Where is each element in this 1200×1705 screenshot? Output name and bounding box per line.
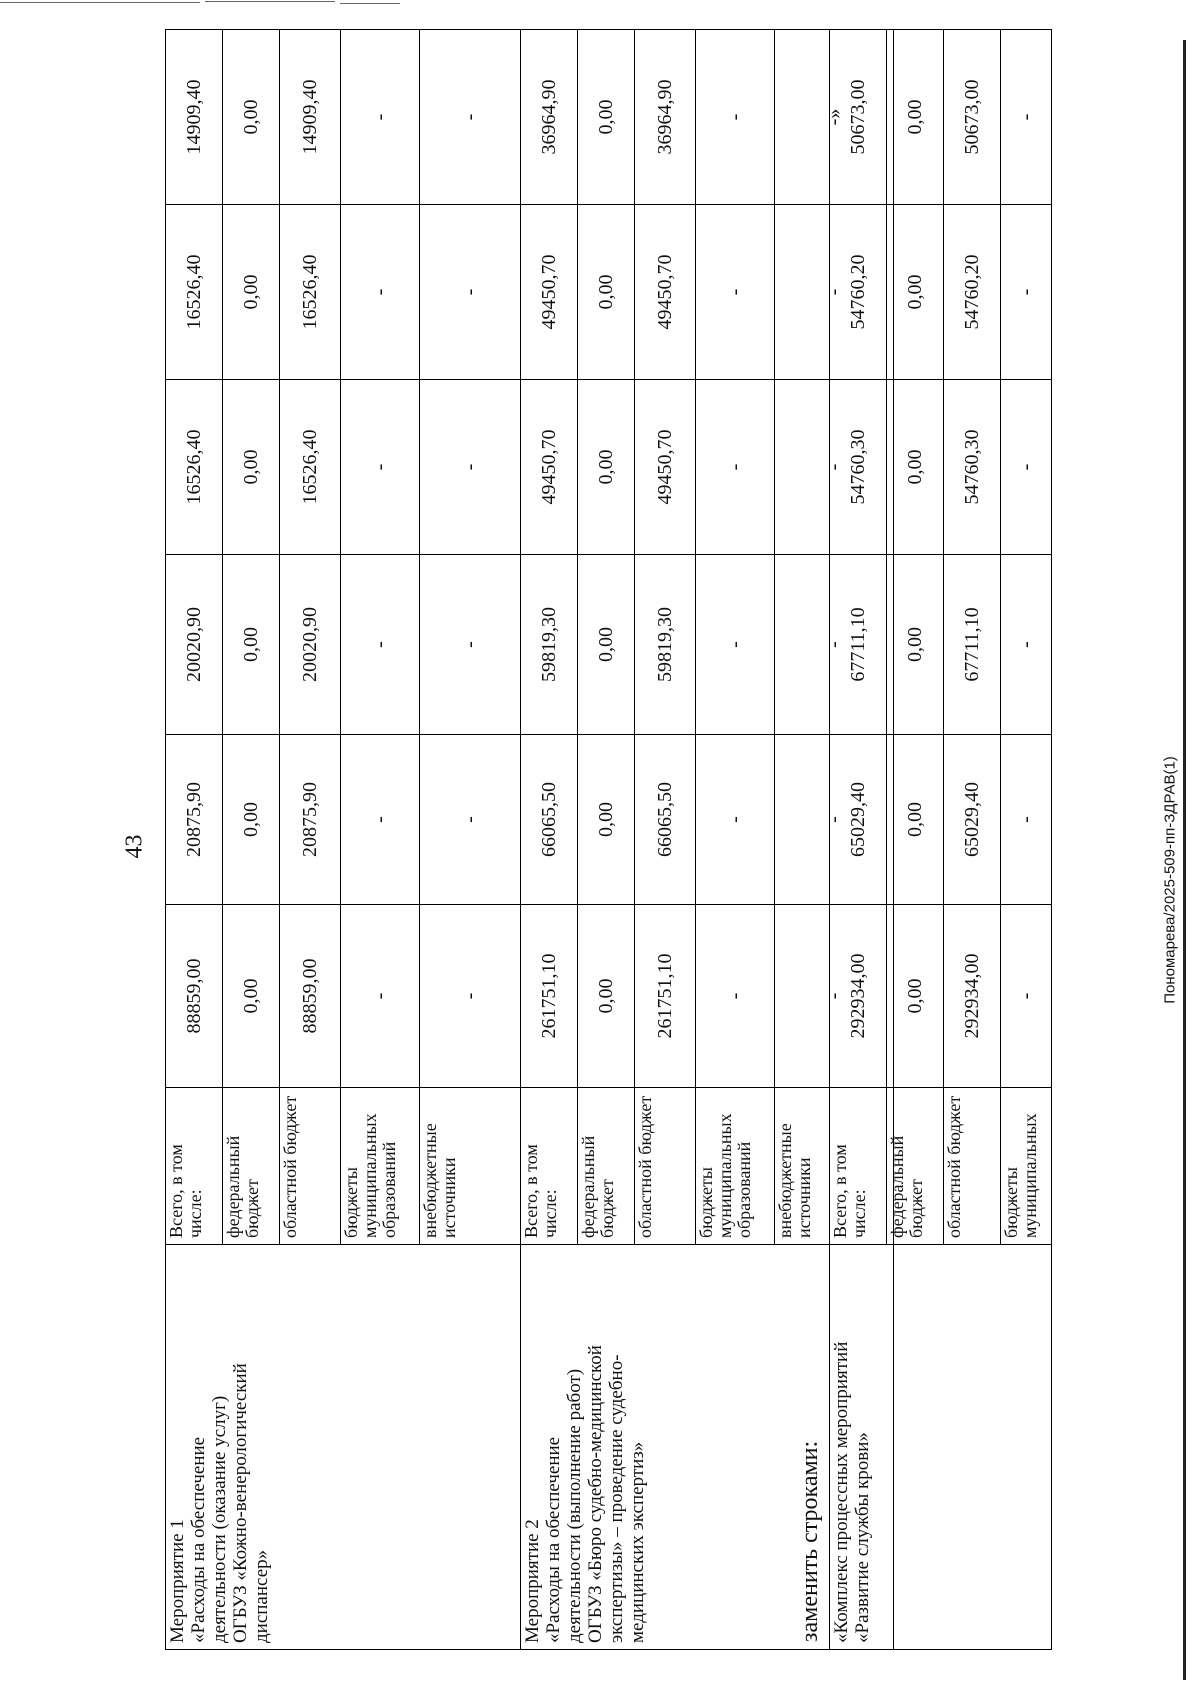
value-cell: 20875,90 <box>166 735 223 905</box>
value-cell: 36964,90 <box>635 30 696 205</box>
value-cell: - <box>341 30 420 205</box>
value-cell: - <box>696 905 775 1088</box>
value-cell: - <box>341 905 420 1088</box>
value-cell: - <box>341 735 420 905</box>
value-cell: 16526,40 <box>280 205 341 380</box>
value-cell: 50673,00 <box>830 30 887 205</box>
value-cell: 0,00 <box>887 735 944 905</box>
value-cell: - <box>1001 735 1052 905</box>
measure-line: деятельности (оказание услуг) <box>209 1395 230 1643</box>
value-cell: 261751,10 <box>521 905 578 1088</box>
value-cell: - <box>1001 905 1052 1088</box>
scan-edge-top <box>0 0 1200 6</box>
value-cell: 292934,00 <box>830 905 887 1088</box>
value-cell: - <box>696 205 775 380</box>
value-cell: 54760,20 <box>830 205 887 380</box>
measure-line: медицинских экспертиз» <box>627 1441 648 1643</box>
value-cell: 54760,20 <box>944 205 1001 380</box>
funding-source: бюджеты муниципальных образований <box>696 1088 775 1245</box>
funding-source: федеральный бюджет <box>578 1088 635 1245</box>
funding-source: внебюджетные источники <box>775 1088 894 1245</box>
value-cell: 20020,90 <box>166 555 223 735</box>
measure-line: деятельности (выполнение работ) <box>564 1368 585 1643</box>
funding-source: областной бюджет <box>280 1088 341 1245</box>
measure-description <box>166 1245 521 1650</box>
value-cell: 0,00 <box>578 30 635 205</box>
value-cell: 67711,10 <box>830 555 887 735</box>
value-cell: - <box>420 205 521 380</box>
value-cell: 59819,30 <box>635 555 696 735</box>
table-row <box>166 30 223 1650</box>
funding-source: областной бюджет <box>944 1088 1001 1245</box>
value-cell: 0,00 <box>578 735 635 905</box>
value-cell: - <box>1001 205 1052 380</box>
measure-description <box>830 1245 1052 1650</box>
value-cell: 65029,40 <box>944 735 1001 905</box>
table-row <box>521 30 578 1650</box>
value-cell: 0,00 <box>887 30 944 205</box>
measure-line: «Комплекс процессных мероприятий <box>831 1341 852 1643</box>
value-cell: - <box>420 905 521 1088</box>
value-cell: 54760,30 <box>830 380 887 555</box>
value-cell: 16526,40 <box>166 380 223 555</box>
value-cell: 50673,00 <box>944 30 1001 205</box>
value-cell: 0,00 <box>578 555 635 735</box>
value-cell: - <box>775 905 894 1088</box>
funding-source: Всего, в том числе: <box>521 1088 578 1245</box>
value-cell: - <box>696 30 775 205</box>
measure-line: «Расходы на обеспечение <box>543 1436 564 1643</box>
value-cell: 20020,90 <box>280 555 341 735</box>
value-cell: 66065,50 <box>521 735 578 905</box>
funding-source: внебюджетные источники <box>420 1088 521 1245</box>
rotated-document-body <box>165 30 1200 1650</box>
funding-source: областной бюджет <box>635 1088 696 1245</box>
value-cell: 0,00 <box>887 205 944 380</box>
funding-source: бюджеты муниципальных образований <box>341 1088 420 1245</box>
value-cell: -» <box>775 30 894 205</box>
value-cell: 88859,00 <box>166 905 223 1088</box>
value-cell: 0,00 <box>887 905 944 1088</box>
value-cell: 49450,70 <box>635 380 696 555</box>
measure-title: Мероприятие 2 <box>522 1519 543 1643</box>
table-row <box>830 30 887 1650</box>
value-cell: 0,00 <box>578 380 635 555</box>
value-cell: - <box>1001 30 1052 205</box>
value-cell: 16526,40 <box>166 205 223 380</box>
value-cell: 0,00 <box>887 380 944 555</box>
replace-intro: заменить строками: <box>797 1440 823 1642</box>
value-cell: - <box>420 380 521 555</box>
value-cell: 0,00 <box>887 555 944 735</box>
value-cell: - <box>775 555 894 735</box>
value-cell: 16526,40 <box>280 380 341 555</box>
value-cell: 0,00 <box>223 205 280 380</box>
value-cell: 0,00 <box>578 205 635 380</box>
value-cell: - <box>341 380 420 555</box>
value-cell: 67711,10 <box>944 555 1001 735</box>
measure-line: диспансер» <box>251 1549 272 1643</box>
value-cell: 59819,30 <box>521 555 578 735</box>
measure-line: экспертизы» – проведение судебно- <box>606 1354 627 1643</box>
value-cell: - <box>775 735 894 905</box>
page-number: 43 <box>121 834 148 859</box>
value-cell: 0,00 <box>223 380 280 555</box>
value-cell: - <box>420 735 521 905</box>
value-cell: 0,00 <box>223 735 280 905</box>
value-cell: 0,00 <box>223 30 280 205</box>
value-cell: 66065,50 <box>635 735 696 905</box>
value-cell: 49450,70 <box>521 380 578 555</box>
value-cell: - <box>420 555 521 735</box>
value-cell: - <box>420 30 521 205</box>
value-cell: - <box>341 205 420 380</box>
value-cell: - <box>696 555 775 735</box>
value-cell: 14909,40 <box>166 30 223 205</box>
measure-line: ОГБУЗ «Кожно-венерологический <box>230 1363 251 1643</box>
value-cell: 292934,00 <box>944 905 1001 1088</box>
value-cell: 88859,00 <box>280 905 341 1088</box>
value-cell: 49450,70 <box>521 205 578 380</box>
measures-table-upper <box>165 29 894 1650</box>
measures-table-lower <box>829 29 1052 1650</box>
value-cell: 20875,90 <box>280 735 341 905</box>
value-cell: 0,00 <box>223 905 280 1088</box>
measure-line: ОГБУЗ «Бюро судебно-медицинской <box>585 1345 606 1643</box>
value-cell: - <box>775 205 894 380</box>
value-cell: 0,00 <box>578 905 635 1088</box>
funding-source: Всего, в том числе: <box>830 1088 887 1245</box>
measure-line: «Развитие службы крови» <box>852 1432 873 1643</box>
value-cell: 65029,40 <box>830 735 887 905</box>
value-cell: - <box>775 380 894 555</box>
value-cell: 261751,10 <box>635 905 696 1088</box>
value-cell: - <box>341 555 420 735</box>
funding-source: федеральный бюджет <box>223 1088 280 1245</box>
value-cell: 14909,40 <box>280 30 341 205</box>
value-cell: - <box>1001 555 1052 735</box>
funding-source: Всего, в том числе: <box>166 1088 223 1245</box>
funding-source: бюджеты муниципальных <box>1001 1088 1052 1245</box>
value-cell: - <box>696 380 775 555</box>
funding-source: федеральный бюджет <box>887 1088 944 1245</box>
value-cell: 0,00 <box>223 555 280 735</box>
value-cell: 36964,90 <box>521 30 578 205</box>
measure-line: «Расходы на обеспечение <box>188 1436 209 1643</box>
measure-title: Мероприятие 1 <box>167 1519 188 1643</box>
value-cell: - <box>696 735 775 905</box>
value-cell: - <box>1001 380 1052 555</box>
value-cell: 49450,70 <box>635 205 696 380</box>
footer-code: Пономарева/2025-509-пп-ЗДРАВ(1) <box>1161 756 1179 1004</box>
value-cell: 54760,30 <box>944 380 1001 555</box>
